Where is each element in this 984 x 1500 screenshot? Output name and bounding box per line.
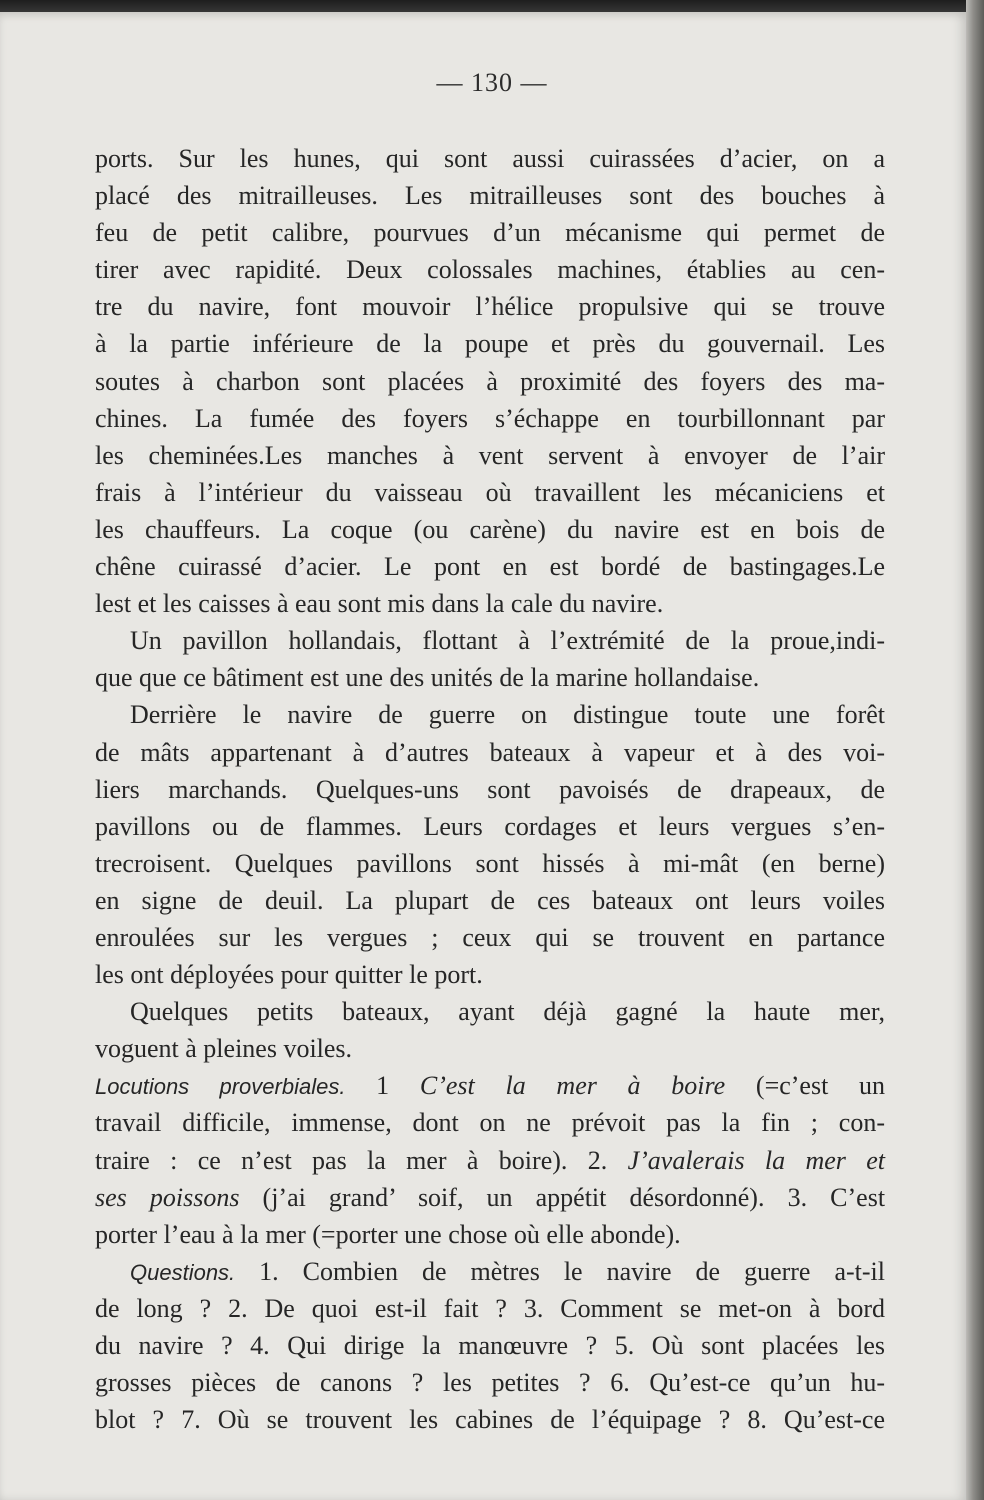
questions-heading: Questions.	[130, 1259, 236, 1285]
text-line: les chauffeurs. La coque (ou carène) du navire est en bois de	[95, 514, 885, 544]
text-line: voguent à pleines voiles.	[95, 1034, 353, 1064]
locutions-line	[95, 1179, 885, 1216]
questions-line: du navire ? 4. Qui dirige la manœuvre ? 5. Où sont placées les	[95, 1331, 885, 1360]
proverb-text: C’est	[830, 1182, 886, 1212]
text-line: frais à l’intérieur du vaisseau où travaillent les mécaniciens et	[95, 477, 885, 507]
text-line: chêne cuirassé d’acier. Le pont en est bordé de bastingages.Le	[95, 552, 885, 582]
proverb-italic: ses poissons	[95, 1182, 240, 1212]
text-line: en signe de deuil. La plupart de ces bateaux ont leurs voiles	[95, 885, 885, 915]
locutions-line	[95, 1067, 885, 1104]
proverb-italic: C’est la mer à boire	[419, 1071, 726, 1101]
text-line: les ont déployées pour quitter le port.	[95, 960, 483, 990]
text-line: chines. La fumée des foyers s’échappe en tourbillonnant par	[95, 403, 885, 433]
book-binding-edge	[966, 0, 984, 1500]
text-line: Un pavillon hollandais, flottant à l’extrémité de la proue,indi-	[130, 626, 885, 656]
text-line: trecroisent. Quelques pavillons sont hissés à mi-mât (en berne)	[95, 848, 885, 878]
text-line: liers marchands. Quelques-uns sont pavoisés de drapeaux, de	[95, 774, 885, 804]
page-body	[95, 140, 885, 1438]
proverb-italic: J’avalerais la mer et	[627, 1145, 886, 1175]
locutions-heading: Locutions proverbiales.	[95, 1074, 346, 1100]
item-number: 1	[376, 1071, 390, 1101]
page-number: — 130 —	[436, 68, 548, 97]
locutions-line: travail difficile, immense, dont on ne prévoit pas la fin ; con-	[95, 1108, 885, 1138]
proverb-gloss: (j’ai grand’ soif, un appétit désordonné).	[262, 1182, 765, 1212]
text-line: pavillons ou de flammes. Leurs cordages et leurs vergues s’en-	[95, 811, 885, 841]
text-line: que que ce bâtiment est une des unités de la marine hollandaise.	[95, 663, 760, 693]
proverb-gloss: traire : ce n’est pas la mer à boire).	[95, 1145, 568, 1175]
question-text: 1. Combien de mètres le navire de guerre a-t-il	[259, 1256, 885, 1286]
text-line: soutes à charbon sont placées à proximité des foyers des ma-	[95, 366, 885, 396]
text-line: de mâts appartenant à d’autres bateaux à vapeur et à des voi-	[95, 737, 885, 767]
proverb-gloss: (=c’est un	[755, 1071, 886, 1101]
item-number: 3.	[787, 1182, 808, 1212]
text-line: enroulées sur les vergues ; ceux qui se trouvent en partance	[95, 922, 885, 952]
questions-line: blot ? 7. Où se trouvent les cabines de l’équipage ? 8. Qu’est-ce	[95, 1405, 885, 1435]
text-line: placé des mitrailleuses. Les mitrailleuses sont des bouches à	[95, 181, 885, 211]
questions-line: grosses pièces de canons ? les petites ? 6. Qu’est-ce qu’un hu-	[95, 1368, 885, 1398]
text-line: les cheminées.Les manches à vent servent à envoyer de l’air	[95, 440, 885, 470]
text-line: ports. Sur les hunes, qui sont aussi cuirassées d’acier, on a	[95, 144, 885, 173]
text-line: feu de petit calibre, pourvues d’un mécanisme qui permet de	[95, 218, 885, 248]
questions-line	[95, 1253, 885, 1290]
text-line: Derrière le navire de guerre on distingue toute une forêt	[130, 700, 885, 730]
text-line: Quelques petits bateaux, ayant déjà gagné la haute mer,	[130, 997, 885, 1027]
text-line: tre du navire, font mouvoir l’hélice propulsive qui se trouve	[95, 292, 885, 322]
item-number: 2.	[587, 1145, 608, 1175]
text-line: à la partie inférieure de la poupe et près du gouvernail. Les	[95, 329, 885, 359]
questions-line: de long ? 2. De quoi est-il fait ? 3. Comment se met-on à bord	[95, 1293, 885, 1323]
locutions-line: porter l’eau à la mer (=porter une chose où elle abonde).	[95, 1219, 681, 1249]
text-line: tirer avec rapidité. Deux colossales machines, établies au cen-	[95, 255, 885, 285]
locutions-line	[95, 1142, 885, 1179]
text-line: lest et les caisses à eau sont mis dans la cale du navire.	[95, 589, 664, 619]
